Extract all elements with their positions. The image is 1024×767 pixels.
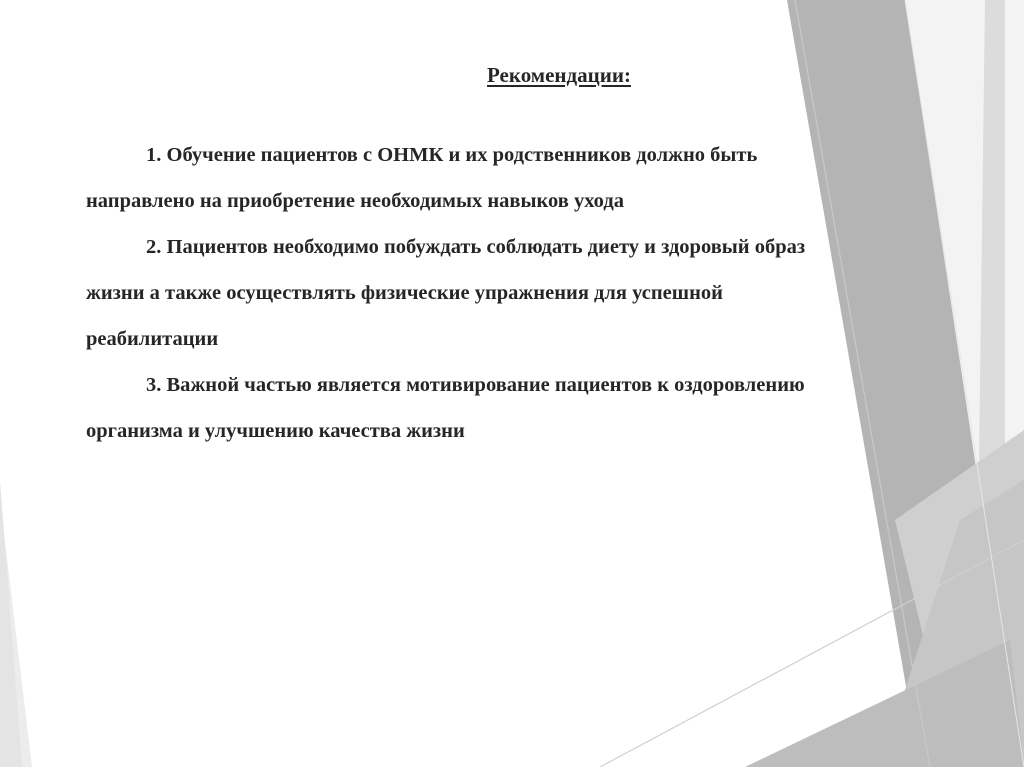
recommendation-2-line-1: 2. Пациентов необходимо побуждать соблюдать диету и здоровый образ — [146, 236, 806, 258]
recommendation-1-line-2: направлено на приобретение необходимых навыков ухода — [86, 190, 624, 212]
recommendation-3-line-2: организма и улучшению качества жизни — [86, 420, 465, 442]
bottom-wedge — [745, 640, 1024, 767]
recommendation-item-1 — [86, 132, 986, 224]
recommendation-1-line-1: 1. Обучение пациентов с ОНМК и их родственников должно быть — [146, 144, 758, 166]
slide-title: Рекомендации: — [487, 63, 631, 87]
recommendation-2-line-3: реабилитации — [86, 328, 219, 350]
recommendations-list — [86, 132, 986, 454]
recommendation-3-line-1: 3. Важной частью является мотивирование пациентов к оздоровлению — [146, 374, 805, 396]
recommendation-item-3 — [86, 362, 986, 454]
recommendation-2-line-2: жизни а также осуществлять физические упражнения для успешной — [86, 282, 723, 304]
recommendation-item-2 — [86, 224, 986, 362]
left-bottom-shape — [0, 480, 22, 767]
